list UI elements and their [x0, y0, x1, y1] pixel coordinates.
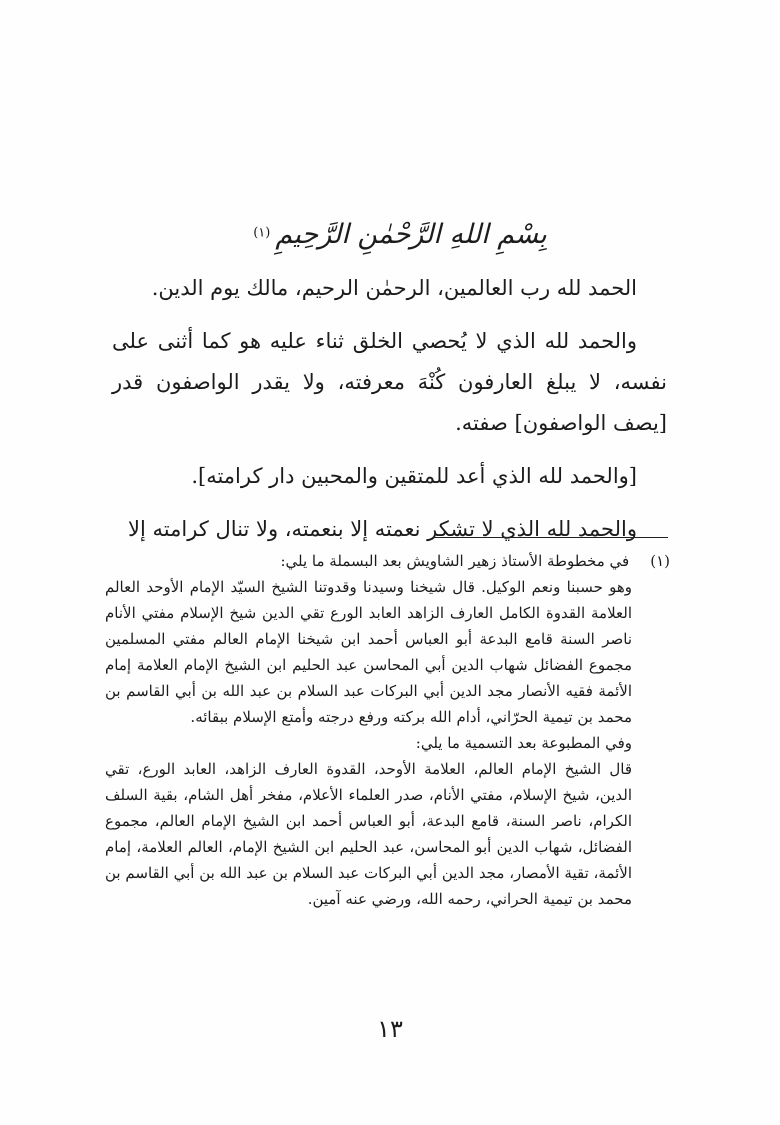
basmala-heading: [250, 205, 550, 265]
footnote-intro-text: في مخطوطة الأستاذ زهير الشاويش بعد البسملة ما يلي:: [280, 552, 630, 570]
basmala-text: بِسْمِ اللهِ الرَّحْمٰنِ الرَّحِيمِ: [275, 219, 547, 250]
footnote-printed-text: قال الشيخ الإمام العالم، العلامة الأوحد، القدوة العارف الزاهد، العابد الورع، تقي الدين، شيخ الإسلام، مفتي الأنام، صدر العلماء الأعلام، مفخر أهل الشام، بقية السلف الكرام، ناصر السنة، قامع البدعة، أبو العباس أحمد ابن الشيخ الإمام العالم، مجموع الفضائل، شهاب الدين أبو المحاسن، عبد الحليم ابن الشيخ الإمام، العالم العلامة، إمام الأئمة، تقية الأمصار، مجد الدين أبي البركات عبد السلام بن عبد الله بن أبي القاسم بن محمد بن تيمية الحراني، رحمه الله، ورضي عنه آمين.: [105, 760, 632, 908]
paragraph: والحمد لله الذي لا يُحصي الخلق ثناء عليه هو كما أثنى على نفسه، لا يبلغ العارفون كُنْهَ معرفته، ولا يقدر الواصفون قدر [يصف الواصفون] صفته.: [112, 329, 667, 435]
paragraph: والحمد لله الذي لا تشكر نعمته إلا بنعمته، ولا تنال كرامته إلا: [128, 517, 637, 541]
paragraph: الحمد لله رب العالمين، الرحمٰن الرحيم، مالك يوم الدين.: [151, 276, 637, 300]
footnotes: [105, 548, 670, 912]
footnote-marker: (١): [253, 225, 271, 241]
footnote-separator: [433, 537, 668, 538]
main-text: [112, 268, 667, 562]
footnote-manuscript-text: وهو حسبنا ونعم الوكيل. قال شيخنا وسيدنا وقدوتنا الشيخ السيّد الإمام الأوحد العالم العلامة القدوة الكامل العارف الزاهد العابد الورع تقي الدين شيخ الإسلام مفتي الأنام ناصر السنة قامع البدعة أبو العباس أحمد ابن شيخنا الإمام العالم مفتي المسلمين مجموع الفضائل شهاب الدين أبي المحاسن عبد الحليم ابن الشيخ الإمام العلامة إمام الأئمة فقيه الأنصار مجد الدين أبي البركات عبد السلام بن عبد الله بن أبي القاسم بن محمد بن تيمية الحرّاني، أدام الله بركته ورفع درجته وأمتع الإسلام ببقائه.: [105, 578, 632, 726]
footnote-intro-printed: وفي المطبوعة بعد التسمية ما يلي:: [415, 734, 632, 752]
footnote-intro: [105, 548, 670, 574]
paragraph: [والحمد لله الذي أعد للمتقين والمحبين دار كرامته].: [191, 464, 637, 488]
footnote-number: (١): [650, 552, 670, 570]
page-number: ١٣: [377, 1015, 403, 1043]
